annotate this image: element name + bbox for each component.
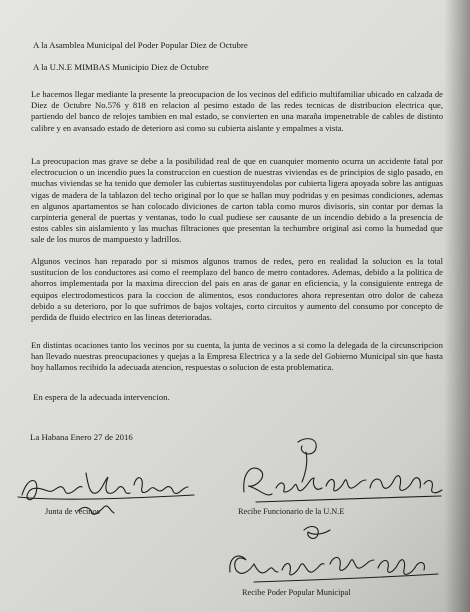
signature-caption-left: Junta de vecinos — [45, 507, 100, 516]
signature-caption-bottom: Recibe Poder Popular Municipal — [242, 588, 351, 597]
addressee-une: A la U.N.E MIMBAS Municipio Diez de Octubre — [33, 62, 209, 72]
page-edge-shadow — [444, 0, 470, 612]
signature-left-icon — [18, 455, 198, 540]
closing-line: En espera de la adecuada intervencion. — [33, 392, 170, 402]
paragraph-1: Le hacemos llegar mediante la presente la preocupacion de los vecinos del edificio multifamiliar ubicado en calzada de Diez de Octubre No.576 y 818 en relacion al pesimo estado de las redes tecnicas de distribucion electrica que, partiendo del banco de relojes tambien en mal estado, se convierten en una maraña impenetrable de cables de distinto calibre y en avansado estado de deterioro asi como su cubierta aislante y empalmes a vista. — [31, 89, 443, 133]
date-line: La Habana Enero 27 de 2016 — [30, 432, 133, 442]
paragraph-4: En distintas ocaciones tanto los vecinos por su cuenta, la junta de vecinos a si como la delegada de la circunscripcion han llevado nuestras preocupaciones y quejas a la Empresa Electrica y a la sede del Gobierno Municipal sin que hasta hoy hallamos recibido la adecuada atencion, respuestas o solucion de esta problematica. — [31, 340, 443, 373]
paragraph-2: La preocupacion mas grave se debe a la posibilidad real de que en cuanquier momento ocurra un accidente fatal por electrocucion o un incendio pues la construccion en cuestion de nuestras viviendas es de principios de siglo pasado, en muchas viviendas se ha tenido que demoler las cubiertas sustituyendolas por cubierta ligera apoyada sobre las antiguas vigas de madera de la tablazon del techo original por lo que se hallan muy podridas y en pesimas condiciones, ademas en algunos apartamentos se han colocado diviciones de carton tabla como muros divisoris, sin contar por demas la carpinteria general de puertas y ventanas, todo lo cual pudiese ser causante de un incendio debido a la presencia de estos cables sin aislamiento y las muchas filtraciones que presentan la techumbre original asi como la humedad que sale de los muros de mampuesto y ladrillos. — [31, 156, 443, 245]
addressee-assembly: A la Asamblea Municipal del Poder Popular Diez de Octubre — [33, 40, 248, 50]
signature-right-icon — [236, 432, 446, 517]
signature-caption-right: Recibe Funcionario de la U.N.E — [238, 507, 345, 516]
paragraph-3: Algunos vecinos han reparado por si mismos algunos tramos de redes, pero en realidad la solucion es la total sustitucion de los conductores asi como el reemplazo del banco de metro contadores. Ademas, debido a la politica de ahorros implementada por la maxima direccion del pais en aras de ganar en eficiencia, y la consiguiente entrega de equipos electrodomesticos para la coccion de alimentos, esos conductores ahora representan otro dolor de cabeza debido a su deterioro, por lo que sufrimos de bajos voltajes, corto circuitos y aumento del consumo por concepto de perdida de fluido electrico en las lineas deterioradas. — [31, 256, 443, 323]
